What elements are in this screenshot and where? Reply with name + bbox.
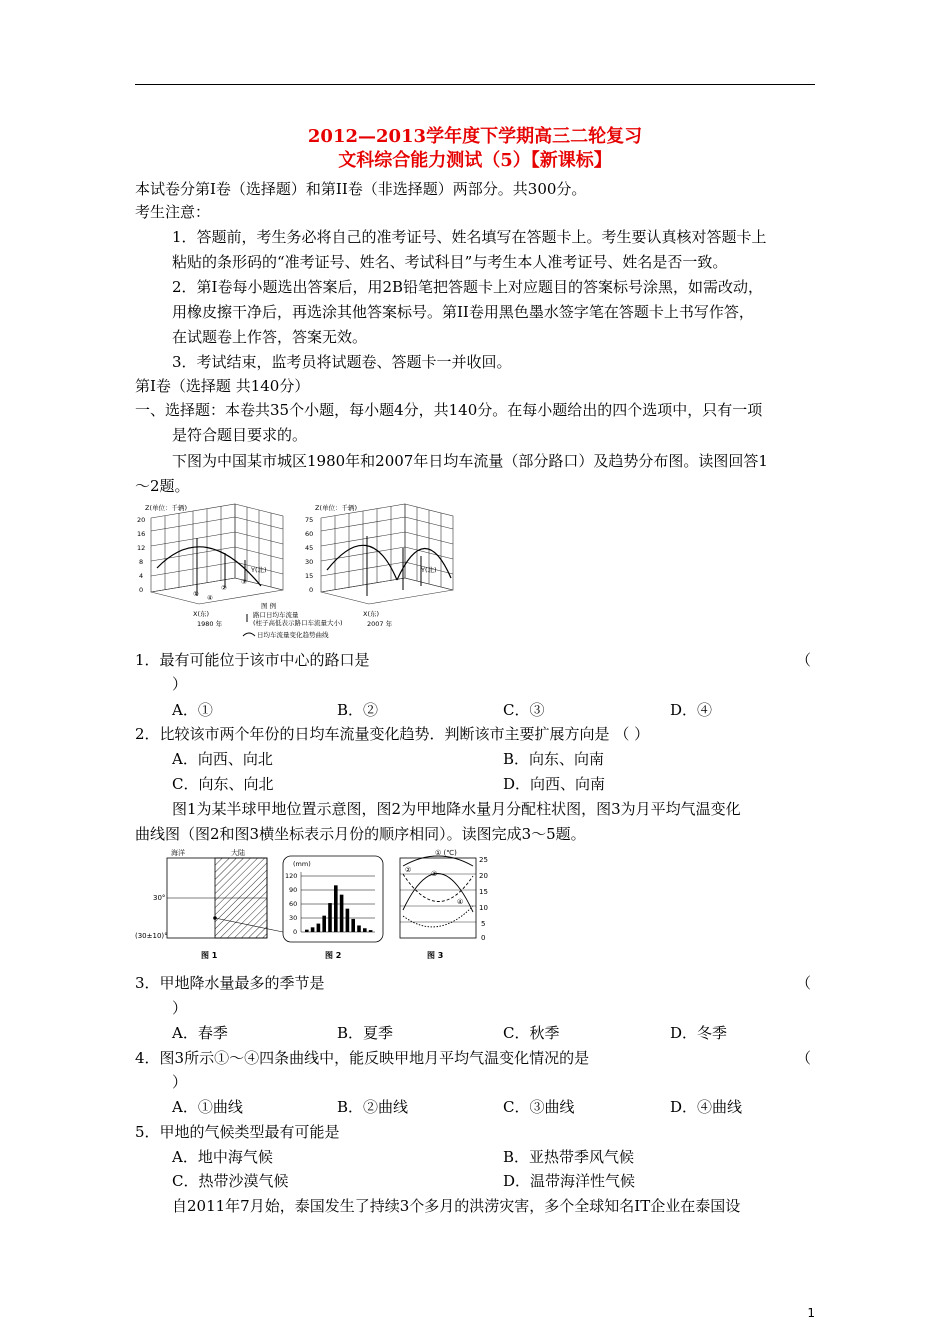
- header-rule: [135, 84, 815, 85]
- left-z-tick: 4: [139, 572, 144, 580]
- mark-4: ④: [207, 594, 213, 602]
- fig2-tick: 0: [293, 928, 298, 936]
- part1-heading: 第Ⅰ卷（选择题 共140分）: [135, 377, 310, 395]
- legend-curve-label: 日均车流量变化趋势曲线: [257, 631, 329, 639]
- notice-2b: 用橡皮擦干净后，再选涂其他答案标号。第II卷用黑色墨水签字笔在答题卡上书写作答，: [172, 303, 754, 321]
- fig3-tick: 25: [479, 856, 488, 864]
- fig1-lat-range: (30±10)°: [135, 932, 168, 940]
- fig1-lat30: 30°: [153, 894, 166, 902]
- right-z-tick: 60: [305, 530, 314, 538]
- right-y-axis-label: Y(北): [421, 566, 437, 574]
- right-z-tick: 0: [309, 586, 314, 594]
- q1-paren-open: （: [796, 651, 812, 669]
- stem-1-2-a: 下图为中国某市城区1980年和2007年日均车流量（部分路口）及趋势分布图。读图回答1: [172, 452, 768, 470]
- fig3-tick: 15: [479, 888, 488, 896]
- fig2-caption: 图 2: [325, 951, 342, 960]
- q2-option-b[interactable]: B．向东、向南: [503, 750, 605, 768]
- notice-1b: 粘贴的条形码的“准考证号、姓名、考试科目”与考生本人准考证号、姓名是否一致。: [172, 253, 728, 271]
- q1-paren-close: ）: [172, 675, 188, 693]
- notice-3: 3．考试结束，监考员将试题卷、答题卡一并收回。: [172, 353, 512, 371]
- q4-paren-open: （: [796, 1049, 812, 1067]
- left-x-axis-label: X(东): [193, 610, 210, 618]
- q1-option-c[interactable]: C．③: [503, 701, 545, 719]
- precip-bar: [357, 925, 361, 932]
- fig3-tick: 10: [479, 904, 488, 912]
- legend-title: 图 例: [261, 602, 277, 610]
- q3-option-d[interactable]: D．冬季: [670, 1024, 728, 1042]
- traffic-flow-figure: [135, 498, 465, 646]
- fig3-unit: ① (℃): [435, 849, 457, 857]
- precip-bar: [311, 927, 315, 932]
- instructions-b: 是符合题目要求的。: [172, 426, 308, 444]
- right-z-label: Z(单位：千辆): [315, 504, 358, 512]
- mark-1: ①: [193, 590, 199, 598]
- page-number: 1: [807, 1306, 815, 1320]
- right-z-tick: 45: [305, 544, 314, 552]
- fig2-unit: (mm): [293, 860, 311, 868]
- notice-1a: 1．答题前，考生务必将自己的准考证号、姓名填写在答题卡上。考生要认真核对答题卡上: [172, 228, 767, 246]
- precip-bar: [334, 885, 338, 932]
- precip-bar: [305, 930, 309, 932]
- precip-bar: [340, 895, 344, 932]
- mark-3: ③: [241, 578, 247, 586]
- fig3-caption: 图 3: [427, 951, 444, 960]
- left-z-label: Z(单位：千辆): [145, 504, 188, 512]
- precip-bar: [351, 919, 355, 932]
- precip-bar: [346, 909, 350, 932]
- q2-stem: 2．比较该市两个年份的日均车流量变化趋势．判断该市主要扩展方向是 （ ）: [135, 725, 650, 743]
- q3-option-a[interactable]: A．春季: [172, 1024, 228, 1042]
- fig2-tick: 120: [285, 872, 298, 880]
- intro-line: 本试卷分第Ⅰ卷（选择题）和第II卷（非选择题）两部分。共300分。: [135, 180, 587, 198]
- q3-option-b[interactable]: B．夏季: [337, 1024, 394, 1042]
- left-z-tick: 16: [137, 530, 146, 538]
- fig2-bars: [305, 885, 372, 932]
- notice-2a: 2．第Ⅰ卷每小题选出答案后，用2B铅笔把答题卡上对应题目的答案标号涂黑，如需改动，: [172, 278, 764, 296]
- next-stem-line: 自2011年7月始，泰国发生了持续3个多月的洪涝灾害，多个全球知名IT企业在泰国设: [172, 1197, 741, 1215]
- q5-option-d[interactable]: D．温带海洋性气候: [503, 1172, 636, 1190]
- fig3-tick: 20: [479, 872, 488, 880]
- right-x-axis-label: X(东): [363, 610, 380, 618]
- notice-label: 考生注意：: [135, 203, 211, 221]
- left-z-tick: 8: [139, 558, 144, 566]
- legend-bar-note: (柱子高低表示路口车流量大小): [253, 619, 343, 627]
- q2-option-d[interactable]: D．向西、向南: [503, 775, 606, 793]
- fig1-land-label: 大陆: [231, 849, 245, 857]
- climate-figures: [135, 846, 495, 966]
- fig3-tick: 5: [481, 920, 486, 928]
- q4-stem: 4．图3所示①～④四条曲线中，能反映甲地月平均气温变化情况的是: [135, 1049, 590, 1067]
- right-z-tick: 30: [305, 558, 314, 566]
- q1-stem: 1．最有可能位于该市中心的路口是: [135, 651, 370, 669]
- left-z-tick: 12: [137, 544, 146, 552]
- fig2-tick: 60: [289, 900, 298, 908]
- fig2-tick: 30: [289, 914, 298, 922]
- q1-option-a[interactable]: A．①: [172, 701, 213, 719]
- q3-option-c[interactable]: C．秋季: [503, 1024, 560, 1042]
- notice-2c: 在试题卷上作答，答案无效。: [172, 328, 368, 346]
- left-y-axis-label: Y(北): [251, 566, 267, 574]
- fig3-curve-4: ④: [457, 898, 464, 906]
- fig3-tick: 0: [481, 934, 486, 942]
- stem-1-2-b: ～2题。: [135, 477, 190, 495]
- instructions-a: 一、选择题：本卷共35个小题，每小题4分，共140分。在每小题给出的四个选项中，只有一项: [135, 401, 763, 419]
- q3-paren-close: ）: [172, 999, 188, 1017]
- fig3-curve-2: ②: [405, 866, 412, 874]
- fig1-caption: 图 1: [201, 951, 218, 960]
- q4-option-a[interactable]: A．①曲线: [172, 1098, 243, 1116]
- doc-title-line1: 2012—2013学年度下学期高三二轮复习: [307, 126, 643, 147]
- q1-option-b[interactable]: B．②: [337, 701, 379, 719]
- q5-option-b[interactable]: B．亚热带季风气候: [503, 1148, 635, 1166]
- left-z-tick: 0: [139, 586, 144, 594]
- q4-option-b[interactable]: B．②曲线: [337, 1098, 409, 1116]
- right-z-tick: 75: [305, 516, 314, 524]
- fig1-ocean-label: 海洋: [171, 849, 185, 857]
- q5-option-c[interactable]: C．热带沙漠气候: [172, 1172, 289, 1190]
- stem-3-5-b: 曲线图（图2和图3横坐标表示月份的顺序相同）。读图完成3～5题。: [135, 825, 586, 843]
- precip-bar: [328, 903, 332, 932]
- q2-option-a[interactable]: A．向西、向北: [172, 750, 273, 768]
- precip-bar: [317, 924, 321, 932]
- doc-title-line2: 文科综合能力测试（5）【新课标】: [338, 150, 612, 171]
- legend-bar-label: 路口日均车流量: [253, 611, 299, 619]
- fig3-curve-3: ③: [431, 870, 438, 878]
- mark-2: ②: [221, 584, 227, 592]
- q1-option-d[interactable]: D．④: [670, 701, 713, 719]
- fig2-tick: 90: [289, 886, 298, 894]
- q5-stem: 5．甲地的气候类型最有可能是: [135, 1123, 340, 1141]
- precip-bar: [369, 930, 373, 932]
- precip-bar: [322, 916, 326, 932]
- stem-3-5-a: 图1为某半球甲地位置示意图，图2为甲地降水量月分配柱状图，图3为月平均气温变化: [172, 800, 741, 818]
- q2-option-c[interactable]: C．向东、向北: [172, 775, 274, 793]
- q3-stem: 3．甲地降水量最多的季节是: [135, 974, 325, 992]
- left-z-tick: 20: [137, 516, 146, 524]
- right-z-tick: 15: [305, 572, 314, 580]
- q4-paren-close: ）: [172, 1073, 188, 1091]
- q4-option-c[interactable]: C．③曲线: [503, 1098, 575, 1116]
- q5-option-a[interactable]: A．地中海气候: [172, 1148, 273, 1166]
- right-year-label: 2007 年: [367, 620, 393, 628]
- q3-paren-open: （: [796, 974, 812, 992]
- precip-bar: [363, 928, 367, 932]
- q4-option-d[interactable]: D．④曲线: [670, 1098, 743, 1116]
- left-year-label: 1980 年: [197, 620, 223, 628]
